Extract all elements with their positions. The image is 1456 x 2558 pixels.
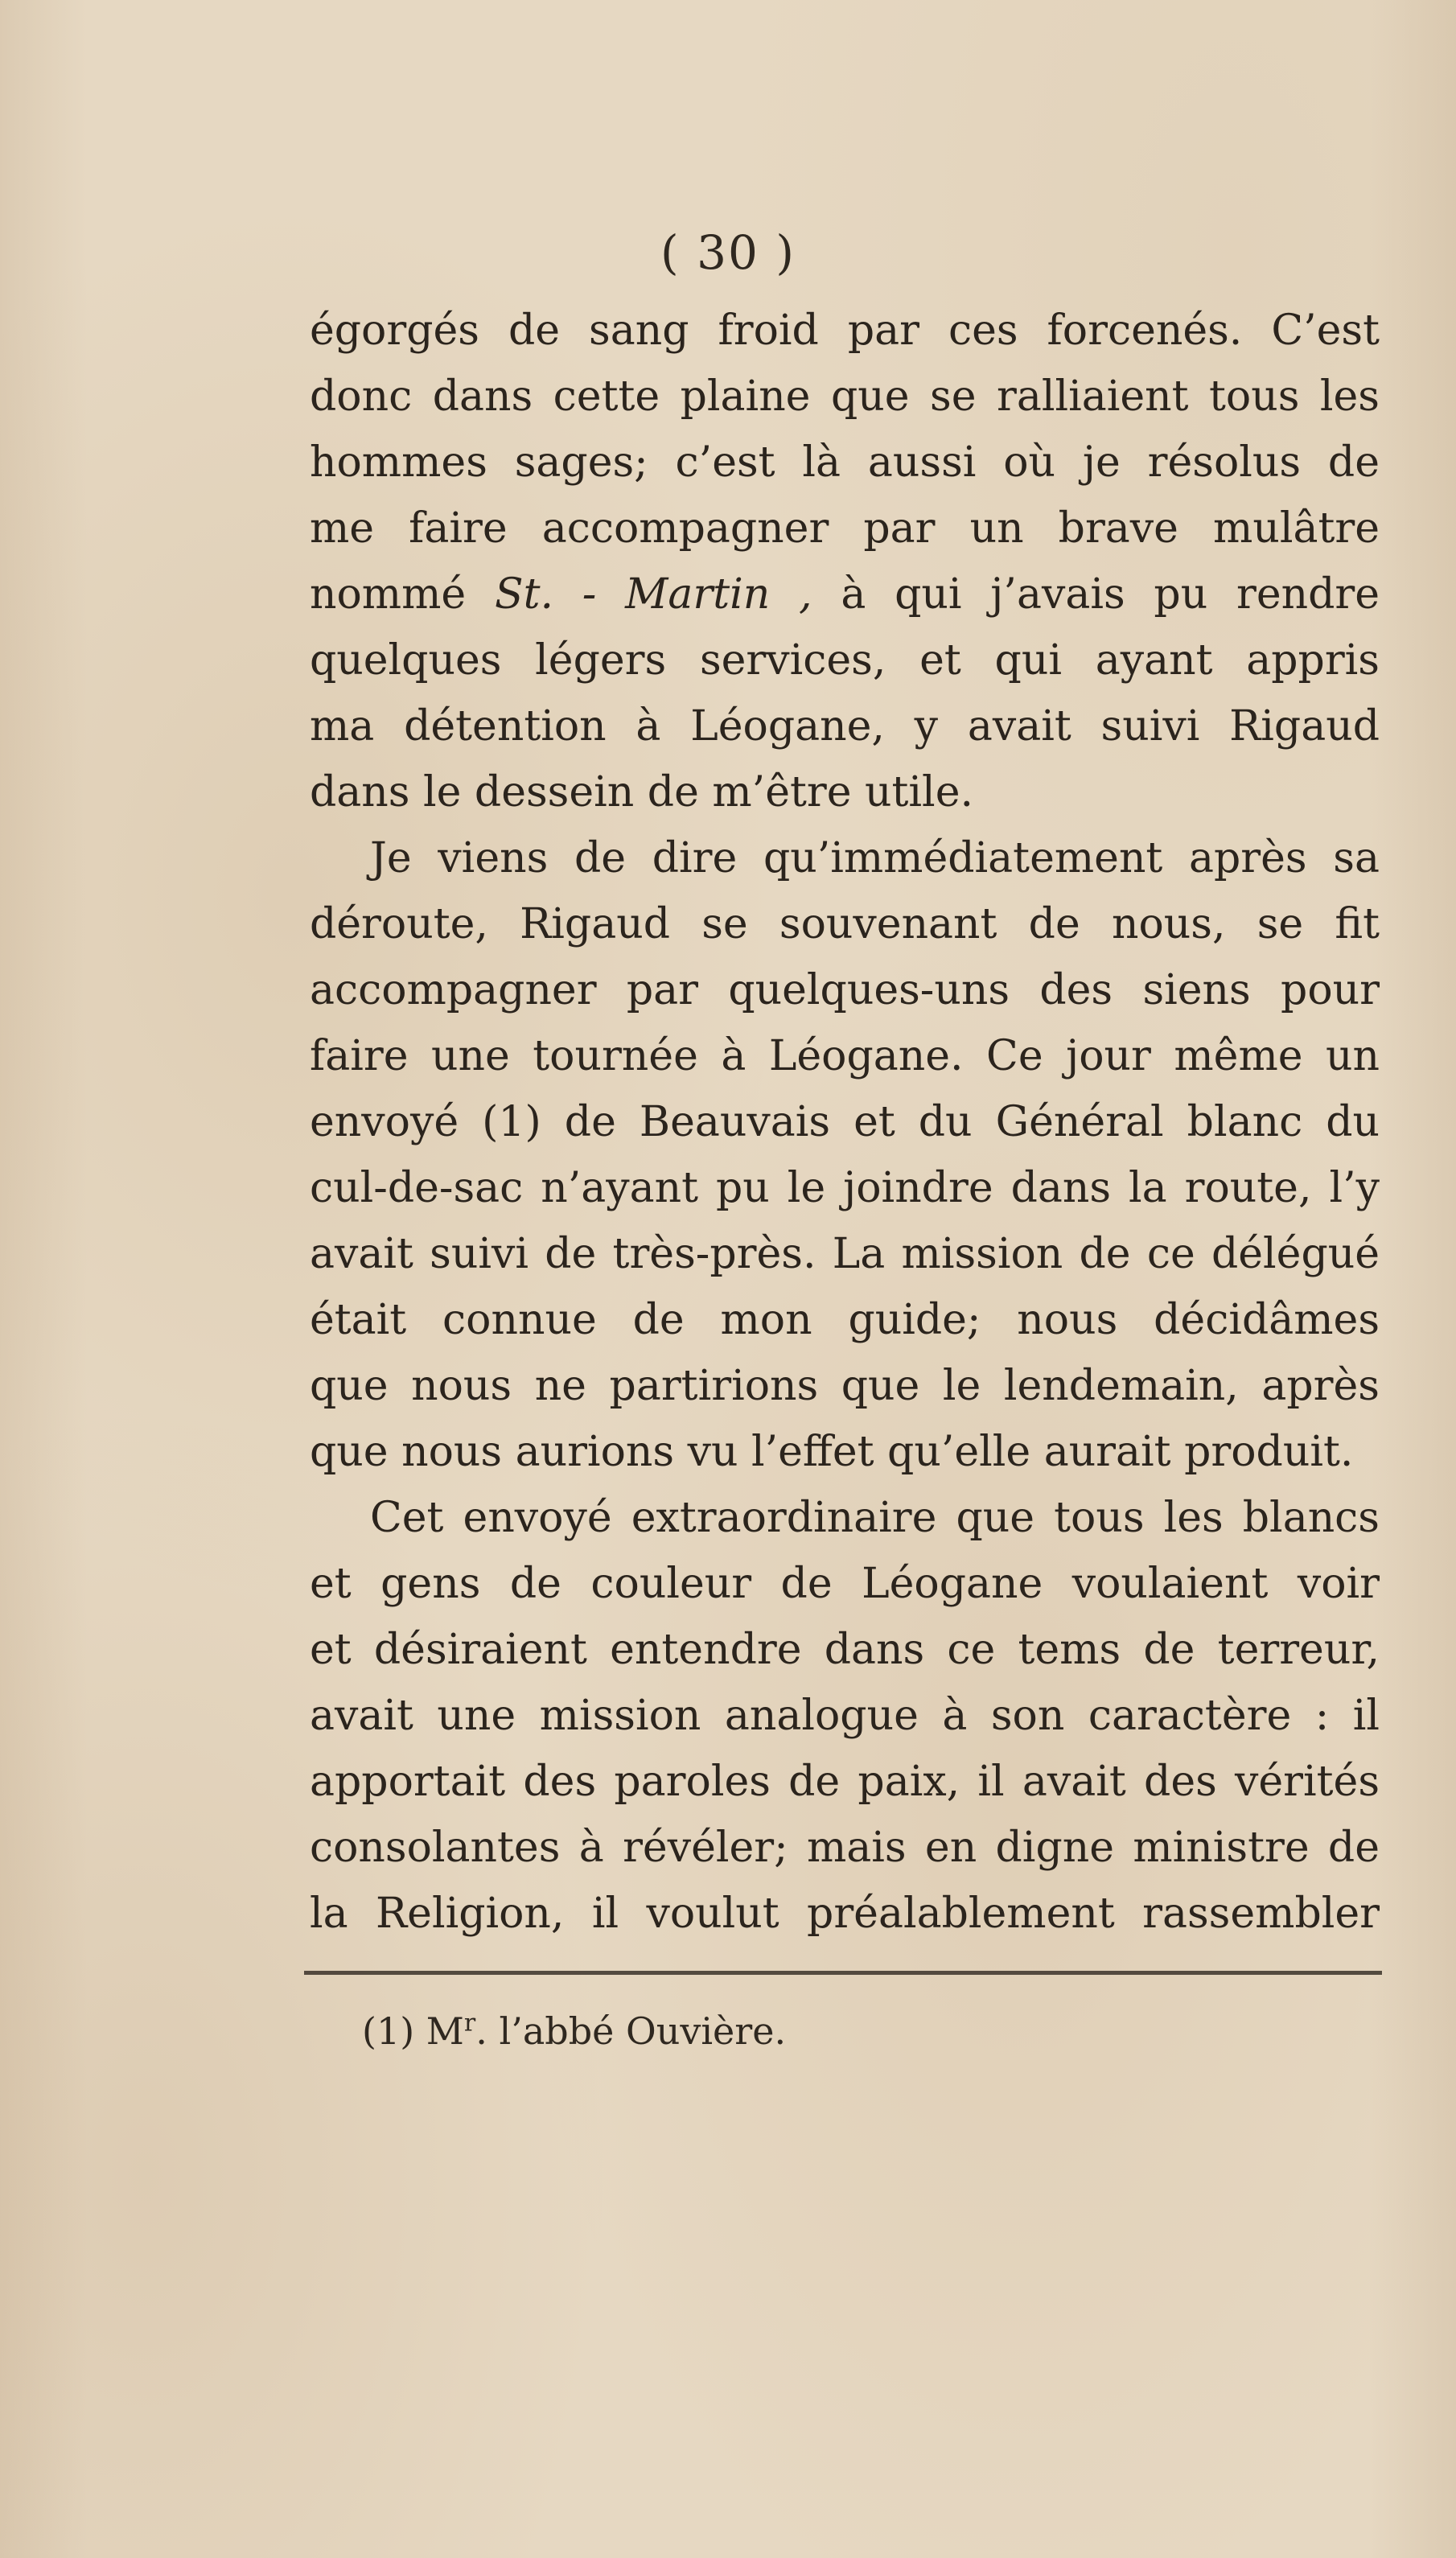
- text-line: la Religion, il voulut préalablement rassembler: [310, 1890, 1380, 1938]
- footnote-title-superscript: r: [463, 2009, 476, 2038]
- text-line: dans le dessein de m’être utile.: [310, 768, 973, 816]
- footnote-divider: [304, 1971, 1382, 1975]
- text-line: égorgés de sang froid par ces forcenés. C’est: [310, 306, 1380, 355]
- text-line: faire une tournée à Léogane. Ce jour même un: [310, 1032, 1380, 1080]
- body-text: [310, 298, 1380, 1947]
- text-line: Cet envoyé extraordinaire que tous les blancs: [370, 1494, 1380, 1542]
- text-line: cul-de-sac n’ayant pu le joindre dans la route, l’y: [310, 1164, 1380, 1212]
- text-line: Je viens de dire qu’immédiatement après sa: [370, 834, 1380, 882]
- footnote-title: M: [426, 2009, 464, 2053]
- text-line: donc dans cette plaine que se ralliaient tous les: [310, 372, 1380, 421]
- text-line: et désiraient entendre dans ce tems de terreur,: [310, 1626, 1380, 1674]
- text-line: et gens de couleur de Léogane voulaient voir: [310, 1560, 1380, 1608]
- text-line: avait suivi de très-près. La mission de ce délégué: [310, 1230, 1380, 1278]
- footnote: [362, 2003, 786, 2059]
- text-line: apportait des paroles de paix, il avait des vérités: [310, 1758, 1380, 1806]
- text-line: déroute, Rigaud se souvenant de nous, se fit: [310, 900, 1380, 948]
- text-line: quelques légers services, et qui ayant appris: [310, 636, 1380, 685]
- text-fragment: à qui j’avais pu rendre: [841, 570, 1380, 619]
- text-line: que nous aurions vu l’effet qu’elle aurait produit.: [310, 1428, 1354, 1476]
- footnote-marker: (1): [362, 2009, 415, 2053]
- proper-name-italic: St. - Martin ,: [494, 570, 812, 619]
- text-line: hommes sages; c’est là aussi où je résolus de: [310, 438, 1380, 487]
- text-line: envoyé (1) de Beauvais et du Général blanc du: [310, 1098, 1380, 1146]
- text-line: avait une mission analogue à son caractère : il: [310, 1692, 1380, 1740]
- page-number: ( 30 ): [660, 225, 796, 280]
- text-fragment: nommé: [310, 570, 467, 619]
- text-line-with-name: [310, 561, 1380, 627]
- text-line: accompagner par quelques-uns des siens pour: [310, 966, 1380, 1014]
- text-line: que nous ne partirions que le lendemain, après: [310, 1362, 1380, 1410]
- text-line: consolantes à révéler; mais en digne ministre de: [310, 1824, 1380, 1872]
- text-line: me faire accompagner par un brave mulâtre: [310, 504, 1380, 553]
- text-line: était connue de mon guide; nous décidâmes: [310, 1296, 1380, 1344]
- text-line: ma détention à Léogane, y avait suivi Rigaud: [310, 702, 1380, 751]
- footnote-text: . l’abbé Ouvière.: [475, 2009, 787, 2053]
